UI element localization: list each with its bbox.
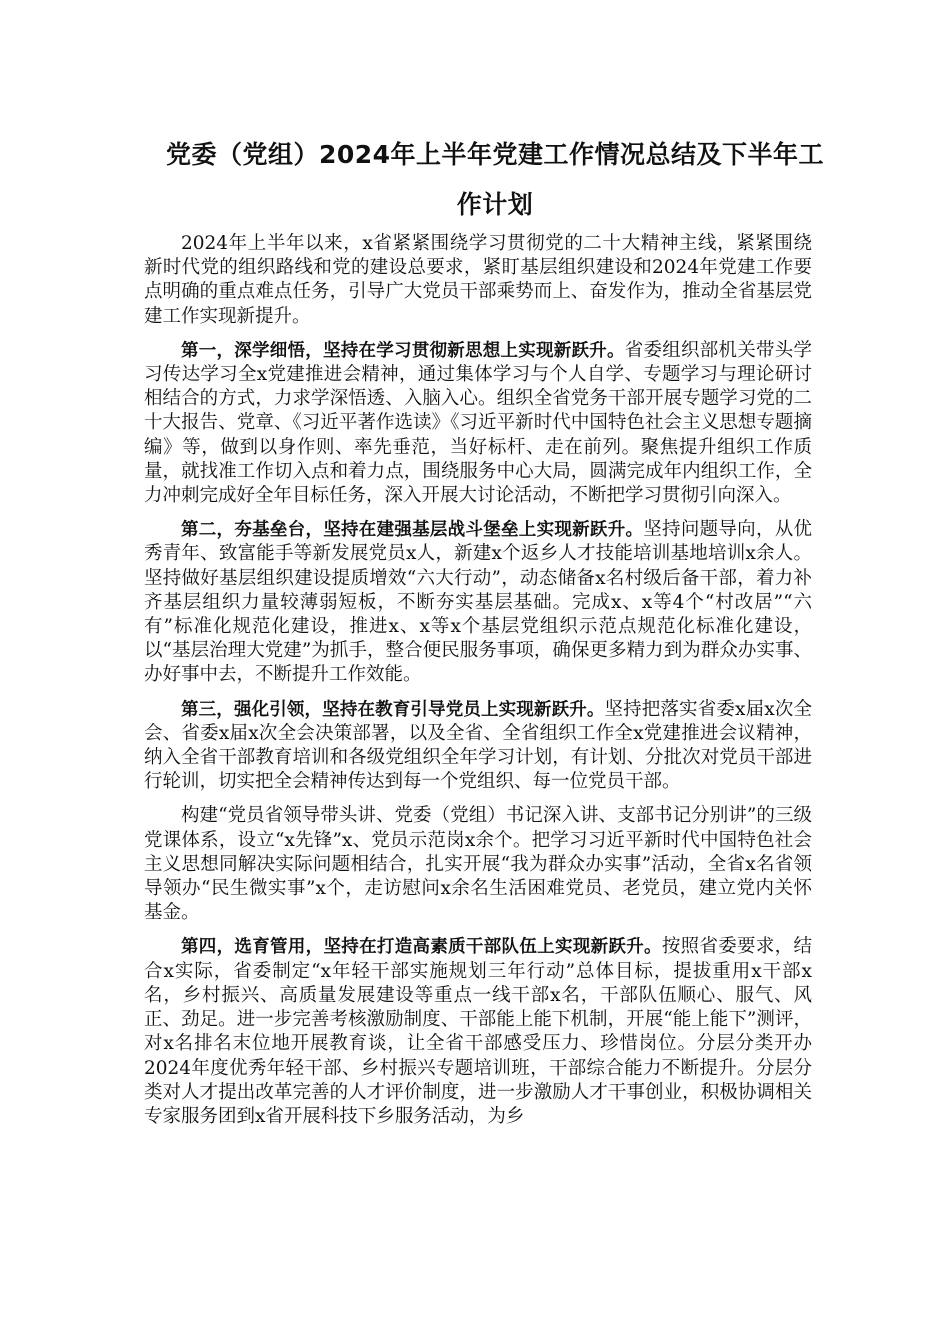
paragraph-lead: 第二，夯基垒台，坚持在建强基层战斗堡垒上实现新跃升。 — [181, 520, 644, 541]
paragraph-third-continued — [144, 804, 812, 925]
paragraph-text: 构建“党员省领导带头讲、党委（党组）书记深入讲、支部书记分别讲”的三级党课体系，设立“x先锋”x、党员示范岗x余个。把学习习近平新时代中国特色社会主义思想同解决实际问题相结合，扎实开展“我为群众办实事”活动，全省x名省领导领办“民生微实事”x个，走访慰问x余名生活困难党员、老党员，建立党内关怀基金。 — [144, 805, 812, 924]
document-title-line-2: 作计划 — [456, 190, 534, 219]
paragraph-text: 2024年上半年以来，x省紧紧围绕学习贯彻党的二十大精神主线，紧紧围绕新时代党的组织路线和党的建设总要求，紧盯基层组织建设和2024年党建工作要点明确的重点难点任务，引导广大党员干部乘势而上、奋发作为，推动全省基层党建工作实现新提升。 — [144, 233, 812, 327]
paragraph-text: 坚持把落实省委x届x次全会、省委x届x次全会决策部署，以及全省、全省组织工作全x党建推进会议精神，纳入全省干部教育培训和各级党组织全年学习计划，有计划、分批次对党员干部进行轮训，切实把全会精神传达到每一个党组织、每一位党员干部。 — [144, 698, 812, 793]
document-title-line-1: 党委（党组）2024年上半年党建工作情况总结及下半年工 — [165, 140, 825, 169]
paragraph-text: 省委组织部机关带头学习传达学习全x党建推进会精神，通过集体学习与个人自学、专题学习与理论研讨相结合的方式，力求学深悟透、入脑入心。组织全省党务干部开展专题学习党的二十大报告、党章、《习近平著作选读》《习近平新时代中国特色社会主义思想专题摘编》等，做到以身作则、率先垂范，当好标杆、走在前列。聚焦提升组织工作质量，就找准工作切入点和着力点，围绕服务中心大局，圆满完成年内组织工作，全力冲刺完成好全年目标任务，深入开展大讨论活动，不断把学习贯彻引向深入。 — [144, 339, 812, 507]
paragraph-text: 按照省委要求，结合x实际，省委制定“x年轻干部实施规划三年行动”总体目标，提拔重用x干部x名，乡村振兴、高质量发展建设等重点一线干部x名，干部队伍顺心、服气、风正、劲足。进一步完善考核激励制度、干部能上能下机制，开展“能上能下”测评，对x名排名末位地开展教育谈，让全省干部感受压力、珍惜岗位。分层分类开办2024年度优秀年轻干部、乡村振兴专题培训班，干部综合能力不断提升。分层分类对人才提出改革完善的人才评价制度，进一步激励人才干事创业，积极协调相关专家服务团到x省开展科技下乡服务活动，为乡 — [144, 936, 812, 1127]
paragraph-third — [144, 698, 812, 795]
paragraph-lead: 第三，强化引领，坚持在教育引导党员上实现新跃升。 — [181, 699, 605, 720]
paragraph-lead: 第一，深学细悟，坚持在学习贯彻新思想上实现新跃升。 — [181, 340, 625, 361]
paragraph-lead: 第四，选育管用，坚持在打造高素质干部队伍上实现新跃升。 — [181, 937, 662, 958]
paragraph-text: 坚持问题导向，从优秀青年、致富能手等新发展党员x人，新建x个返乡人才技能培训基地培训x余人。坚持做好基层组织建设提质增效“六大行动”，动态储备x名村级后备干部，着力补齐基层组织力量较薄弱短板，不断夯实基层基础。完成x、x等4个“村改居”“六有”标准化规范化建设，推进x、x等x个基层党组织示范点规范化标准化建设，以“基层治理大党建”为抓手，整合便民服务事项，确保更多精力到为群众办实事、办好事中去，不断提升工作效能。 — [144, 519, 812, 686]
paragraph-first — [144, 339, 812, 508]
paragraph-second — [144, 518, 812, 687]
document-body — [144, 232, 812, 1139]
paragraph-intro — [144, 232, 812, 329]
paragraph-fourth — [144, 935, 812, 1129]
